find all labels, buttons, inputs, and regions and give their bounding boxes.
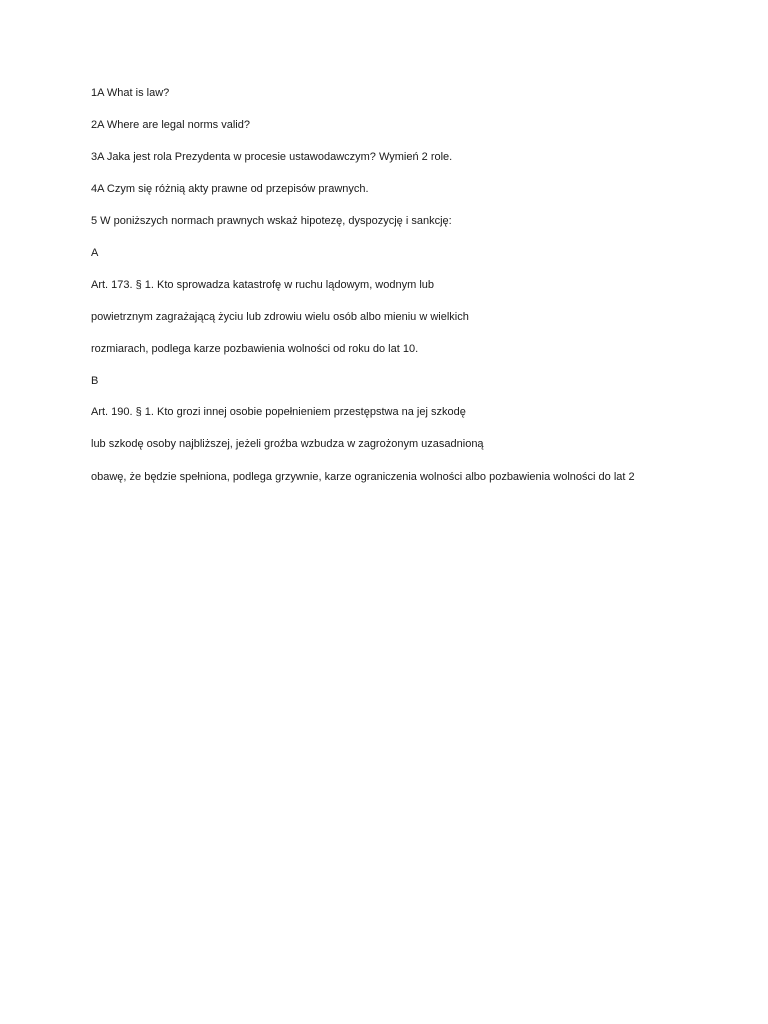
article-173-line-1: Art. 173. § 1. Kto sprowadza katastrofę w ruchu lądowym, wodnym lub — [91, 279, 434, 291]
section-a-label: A — [91, 247, 99, 259]
article-190-line-1: Art. 190. § 1. Kto grozi innej osobie popełnieniem przestępstwa na jej szkodę — [91, 406, 466, 418]
article-173-line-2: powietrznym zagrażającą życiu lub zdrowiu wielu osób albo mieniu w wielkich — [91, 311, 469, 323]
article-190-line-3: obawę, że będzie spełniona, podlega grzywnie, karze ograniczenia wolności albo pozbawienia wolności do lat 2 — [91, 471, 635, 483]
question-2a: 2A Where are legal norms valid? — [91, 119, 250, 131]
question-5: 5 W poniższych normach prawnych wskaż hipotezę, dyspozycję i sankcję: — [91, 215, 452, 227]
section-b-label: B — [91, 375, 99, 387]
question-4a: 4A Czym się różnią akty prawne od przepisów prawnych. — [91, 183, 369, 195]
question-1a: 1A What is law? — [91, 87, 170, 99]
question-3a: 3A Jaka jest rola Prezydenta w procesie ustawodawczym? Wymień 2 role. — [91, 151, 453, 163]
article-190-line-2: lub szkodę osoby najbliższej, jeżeli groźba wzbudza w zagrożonym uzasadnioną — [91, 438, 484, 450]
article-173-line-3: rozmiarach, podlega karze pozbawienia wolności od roku do lat 10. — [91, 343, 419, 355]
